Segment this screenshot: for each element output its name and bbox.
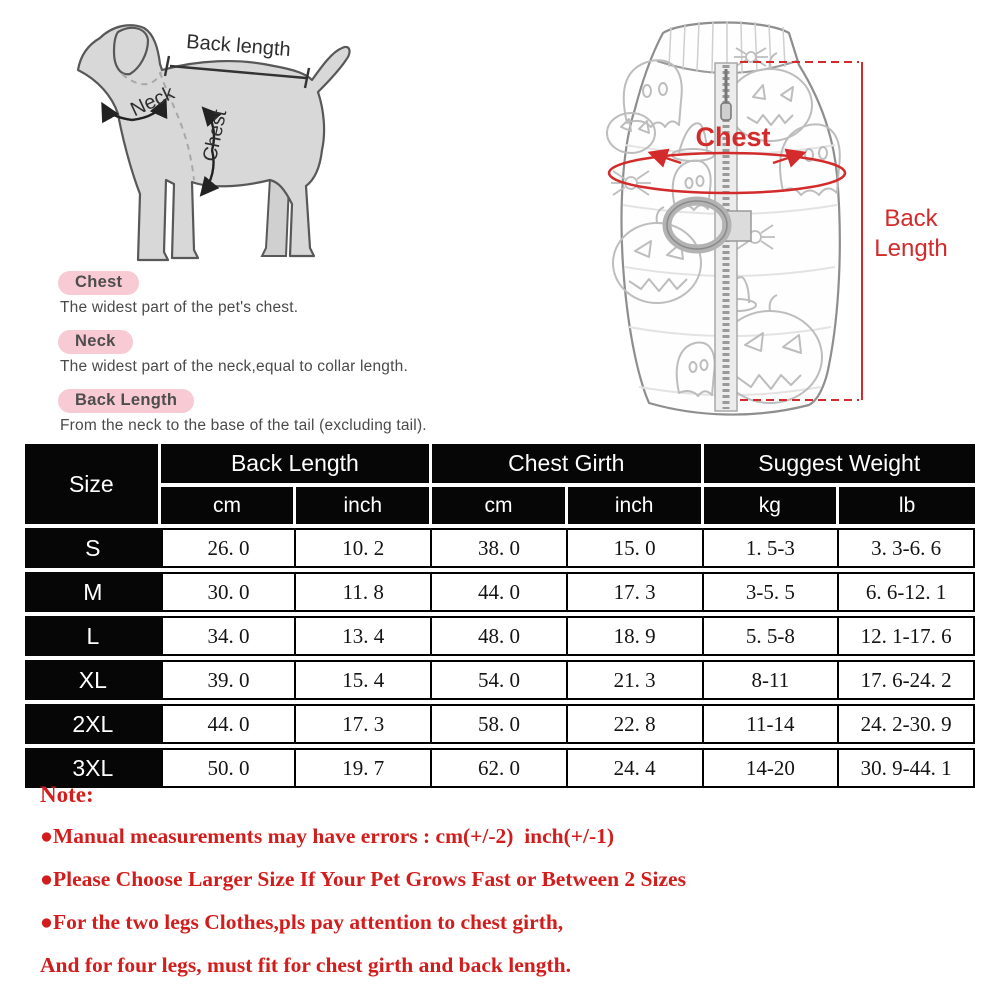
note-two-legs-clothes: ●For the two legs Clothes,pls pay attention to chest girth, — [40, 910, 564, 934]
definition-back-length — [40, 389, 520, 435]
chest-inch-unit-header: inch — [568, 487, 704, 524]
chest-cm-value: 54. 0 — [432, 660, 568, 700]
chest-cm-value: 38. 0 — [432, 528, 568, 568]
weight-kg-value: 8-11 — [704, 660, 840, 700]
note-measurement-error: ●Manual measurements may have errors : cm(+/-2) inch(+/-1) — [40, 824, 615, 848]
back-length-term-pill: Back Length — [58, 389, 194, 413]
back-cm-value: 44. 0 — [161, 704, 297, 744]
weight-kg-value: 5. 5-8 — [704, 616, 840, 656]
diagram-chest-label: Chest — [198, 107, 232, 164]
back-inch-value: 11. 8 — [296, 572, 432, 612]
back-inch-value: 10. 2 — [296, 528, 432, 568]
size-chart-table — [25, 440, 975, 792]
chest-inch-value: 22. 8 — [568, 704, 704, 744]
chest-inch-value: 21. 3 — [568, 660, 704, 700]
size-label: XL — [25, 660, 161, 700]
table-row-l — [25, 616, 975, 656]
back-inch-value: 13. 4 — [296, 616, 432, 656]
size-column-header: Size — [25, 444, 161, 524]
chest-inch-value: 15. 0 — [568, 528, 704, 568]
back-cm-unit-header: cm — [161, 487, 297, 524]
neck-term-pill: Neck — [58, 330, 133, 354]
chest-inch-value: 24. 4 — [568, 748, 704, 788]
note-choose-larger-size: ●Please Choose Larger Size If Your Pet Grows Fast or Between 2 Sizes — [40, 867, 686, 891]
chest-term-pill: Chest — [58, 271, 139, 295]
back-cm-value: 50. 0 — [161, 748, 297, 788]
size-label: 2XL — [25, 704, 161, 744]
chest-cm-value: 44. 0 — [432, 572, 568, 612]
back-inch-value: 15. 4 — [296, 660, 432, 700]
notes-section — [40, 782, 970, 996]
back-cm-value: 30. 0 — [161, 572, 297, 612]
weight-lb-value: 17. 6-24. 2 — [839, 660, 975, 700]
vest-chest-label: Chest — [695, 122, 771, 152]
diagram-neck-label: Neck — [127, 81, 178, 122]
back-cm-value: 26. 0 — [161, 528, 297, 568]
weight-lb-value: 24. 2-30. 9 — [839, 704, 975, 744]
size-label: 3XL — [25, 748, 161, 788]
diagram-back-length-label: Back length — [185, 30, 292, 62]
size-label: M — [25, 572, 161, 612]
weight-lb-value: 6. 6-12. 1 — [839, 572, 975, 612]
vest-product-diagram — [585, 5, 1000, 440]
back-length-group-header: Back Length — [161, 444, 432, 483]
weight-kg-value: 3-5. 5 — [704, 572, 840, 612]
weight-kg-value: 1. 5-3 — [704, 528, 840, 568]
table-row-s — [25, 528, 975, 568]
back-inch-value: 17. 3 — [296, 704, 432, 744]
table-row-xl — [25, 660, 975, 700]
table-row-2xl — [25, 704, 975, 744]
size-label: L — [25, 616, 161, 656]
vest-back-label: Back — [884, 205, 938, 232]
note-four-legs-fit: And for four legs, must fit for chest girth and back length. — [40, 953, 571, 977]
back-length-definition-text: From the neck to the base of the tail (excluding tail). — [60, 417, 427, 434]
vest-length-label: Length — [874, 235, 948, 262]
weight-lb-unit-header: lb — [839, 487, 975, 524]
size-label: S — [25, 528, 161, 568]
suggest-weight-group-header: Suggest Weight — [704, 444, 975, 483]
chest-cm-value: 58. 0 — [432, 704, 568, 744]
back-cm-value: 34. 0 — [161, 616, 297, 656]
weight-kg-value: 11-14 — [704, 704, 840, 744]
definition-neck — [40, 330, 520, 376]
chest-definition-text: The widest part of the pet's chest. — [60, 299, 299, 316]
weight-kg-unit-header: kg — [704, 487, 840, 524]
notes-title: Note: — [40, 782, 94, 807]
back-cm-value: 39. 0 — [161, 660, 297, 700]
chest-inch-value: 18. 9 — [568, 616, 704, 656]
weight-kg-value: 14-20 — [704, 748, 840, 788]
back-inch-unit-header: inch — [296, 487, 432, 524]
neck-definition-text: The widest part of the neck,equal to collar length. — [60, 358, 408, 375]
table-row-m — [25, 572, 975, 612]
dog-measurement-diagram — [8, 8, 428, 283]
chest-cm-value: 62. 0 — [432, 748, 568, 788]
weight-lb-value: 30. 9-44. 1 — [839, 748, 975, 788]
weight-lb-value: 12. 1-17. 6 — [839, 616, 975, 656]
chest-inch-value: 17. 3 — [568, 572, 704, 612]
back-inch-value: 19. 7 — [296, 748, 432, 788]
measurement-definitions — [40, 271, 520, 448]
definition-chest — [40, 271, 520, 317]
weight-lb-value: 3. 3-6. 6 — [839, 528, 975, 568]
chest-cm-unit-header: cm — [432, 487, 568, 524]
chest-cm-value: 48. 0 — [432, 616, 568, 656]
chest-girth-group-header: Chest Girth — [432, 444, 703, 483]
